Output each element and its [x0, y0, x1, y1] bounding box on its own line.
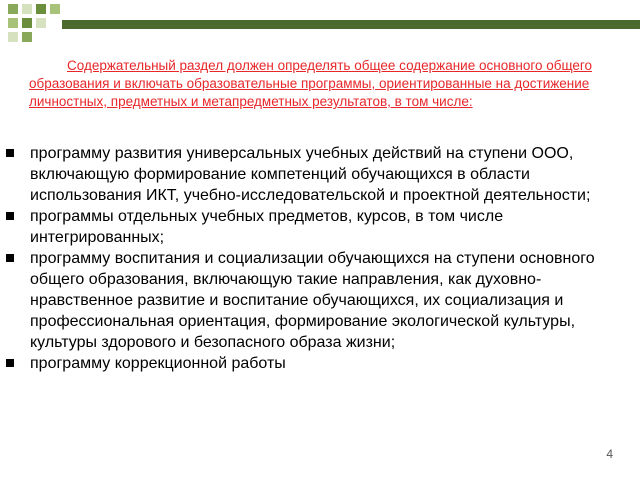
list-item	[0, 248, 620, 353]
list-item	[0, 206, 620, 248]
list-item-text: программу коррекционной работы	[30, 355, 286, 372]
decor-square	[22, 18, 32, 28]
bullet-square-icon	[6, 254, 14, 262]
decor-square	[8, 18, 18, 28]
decor-square	[36, 18, 46, 28]
list-item-text: программу воспитания и социализации обучающихся на ступени основного общего образования, включающую такие направления, как духовно-нравственное развитие и воспитание обучающихся, их социализация и профессиональная ориентация, формирование экологической культуры, культуры здорового и безопасного образа жизни;	[30, 250, 595, 351]
bullet-square-icon	[6, 359, 14, 367]
bullet-list	[0, 143, 620, 374]
decor-square	[8, 32, 18, 42]
list-item	[0, 353, 620, 374]
decor-square	[8, 4, 18, 14]
list-item	[0, 143, 620, 206]
decor-square	[50, 4, 60, 14]
decor-square	[22, 4, 32, 14]
list-item-text: программу развития универсальных учебных действий на ступени ООО, включающую формирование компетенций обучающихся в области использования ИКТ, учебно-исследовательской и проектной деятельности;	[30, 145, 591, 204]
list-item-text: программы отдельных учебных предметов, курсов, в том числе интегрированных;	[30, 208, 504, 246]
bullet-square-icon	[6, 212, 14, 220]
decor-square	[22, 32, 32, 42]
intro-paragraph: Содержательный раздел должен определять общее содержание основного общего образования и включать образовательные программы, ориентированные на достижение личностных, предметных и метапредметных результатов, в том числе:	[29, 58, 593, 109]
page-number: 4	[606, 447, 613, 461]
decor-square	[36, 4, 46, 14]
decorative-squares	[0, 0, 70, 46]
bullet-square-icon	[6, 149, 14, 157]
accent-bar	[62, 20, 640, 29]
